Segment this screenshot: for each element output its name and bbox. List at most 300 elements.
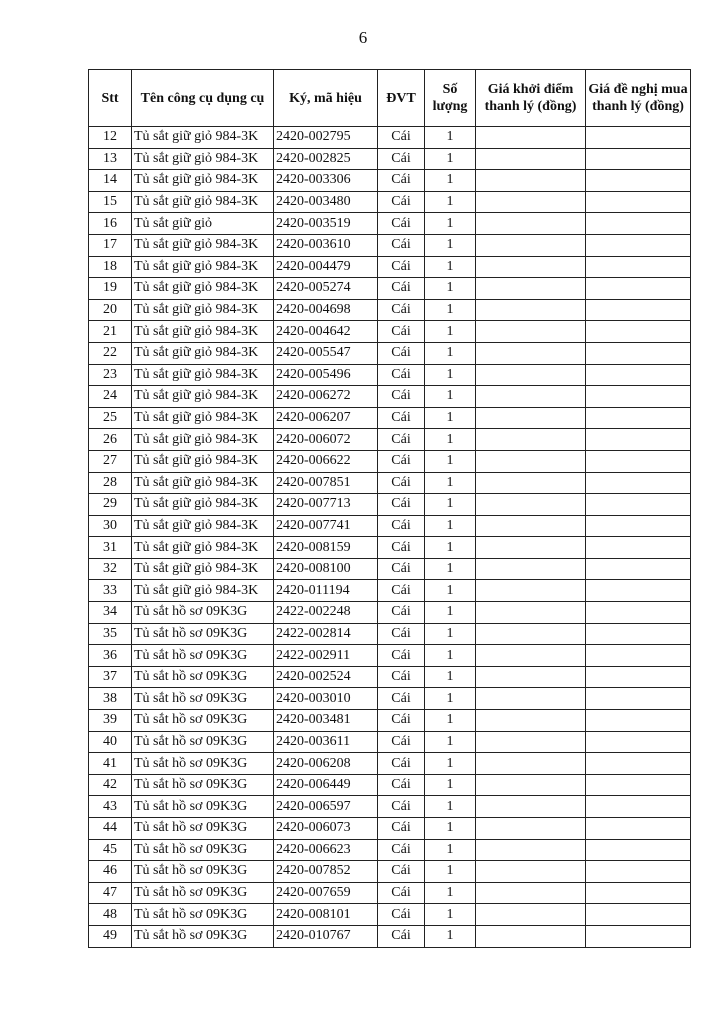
table-row <box>89 278 691 300</box>
table-row <box>89 148 691 170</box>
table-row <box>89 623 691 645</box>
cell-stt: 23 <box>89 364 132 386</box>
cell-qty: 1 <box>425 299 476 321</box>
cell-name: Tủ sắt giữ giỏ 984-3K <box>132 537 274 559</box>
cell-qty: 1 <box>425 278 476 300</box>
cell-start-price <box>476 321 586 343</box>
cell-stt: 26 <box>89 429 132 451</box>
cell-name: Tủ sắt giữ giỏ 984-3K <box>132 386 274 408</box>
cell-stt: 30 <box>89 515 132 537</box>
cell-stt: 46 <box>89 861 132 883</box>
cell-qty: 1 <box>425 450 476 472</box>
cell-stt: 41 <box>89 753 132 775</box>
cell-code: 2420-004479 <box>274 256 378 278</box>
cell-offer-price <box>586 256 691 278</box>
cell-stt: 24 <box>89 386 132 408</box>
cell-name: Tủ sắt giữ giỏ 984-3K <box>132 342 274 364</box>
cell-stt: 29 <box>89 494 132 516</box>
cell-stt: 12 <box>89 127 132 149</box>
cell-unit: Cái <box>378 688 425 710</box>
cell-stt: 20 <box>89 299 132 321</box>
cell-name: Tủ sắt giữ giỏ 984-3K <box>132 364 274 386</box>
cell-start-price <box>476 429 586 451</box>
table-row <box>89 494 691 516</box>
cell-start-price <box>476 925 586 947</box>
cell-name: Tủ sắt giữ giỏ 984-3K <box>132 234 274 256</box>
cell-stt: 19 <box>89 278 132 300</box>
cell-start-price <box>476 688 586 710</box>
table-row <box>89 386 691 408</box>
cell-start-price <box>476 299 586 321</box>
table-row <box>89 472 691 494</box>
table-row <box>89 666 691 688</box>
table-row <box>89 407 691 429</box>
cell-name: Tủ sắt giữ giỏ 984-3K <box>132 256 274 278</box>
cell-qty: 1 <box>425 234 476 256</box>
cell-unit: Cái <box>378 191 425 213</box>
cell-qty: 1 <box>425 774 476 796</box>
cell-stt: 47 <box>89 882 132 904</box>
cell-start-price <box>476 472 586 494</box>
cell-unit: Cái <box>378 731 425 753</box>
cell-name: Tủ sắt hồ sơ 09K3G <box>132 796 274 818</box>
cell-qty: 1 <box>425 515 476 537</box>
cell-qty: 1 <box>425 191 476 213</box>
cell-stt: 32 <box>89 558 132 580</box>
cell-unit: Cái <box>378 710 425 732</box>
cell-unit: Cái <box>378 580 425 602</box>
cell-unit: Cái <box>378 364 425 386</box>
cell-offer-price <box>586 904 691 926</box>
cell-offer-price <box>586 191 691 213</box>
table-row <box>89 191 691 213</box>
cell-code: 2420-005547 <box>274 342 378 364</box>
table-row <box>89 170 691 192</box>
cell-start-price <box>476 170 586 192</box>
cell-offer-price <box>586 710 691 732</box>
cell-offer-price <box>586 623 691 645</box>
cell-unit: Cái <box>378 925 425 947</box>
cell-code: 2420-004642 <box>274 321 378 343</box>
cell-unit: Cái <box>378 170 425 192</box>
cell-qty: 1 <box>425 796 476 818</box>
cell-name: Tủ sắt giữ giỏ 984-3K <box>132 278 274 300</box>
cell-name: Tủ sắt hồ sơ 09K3G <box>132 602 274 624</box>
cell-name: Tủ sắt hồ sơ 09K3G <box>132 731 274 753</box>
cell-name: Tủ sắt giữ giỏ 984-3K <box>132 127 274 149</box>
cell-stt: 21 <box>89 321 132 343</box>
cell-stt: 14 <box>89 170 132 192</box>
cell-code: 2420-010767 <box>274 925 378 947</box>
header-code: Ký, mã hiệu <box>274 70 378 127</box>
cell-offer-price <box>586 558 691 580</box>
cell-unit: Cái <box>378 666 425 688</box>
cell-start-price <box>476 623 586 645</box>
cell-name: Tủ sắt giữ giỏ 984-3K <box>132 321 274 343</box>
cell-qty: 1 <box>425 839 476 861</box>
cell-start-price <box>476 494 586 516</box>
cell-qty: 1 <box>425 666 476 688</box>
header-stt: Stt <box>89 70 132 127</box>
cell-qty: 1 <box>425 342 476 364</box>
cell-unit: Cái <box>378 148 425 170</box>
cell-code: 2420-008101 <box>274 904 378 926</box>
cell-qty: 1 <box>425 148 476 170</box>
cell-code: 2420-003481 <box>274 710 378 732</box>
cell-qty: 1 <box>425 170 476 192</box>
cell-offer-price <box>586 299 691 321</box>
cell-code: 2420-003480 <box>274 191 378 213</box>
cell-offer-price <box>586 602 691 624</box>
table-row <box>89 731 691 753</box>
table-row <box>89 127 691 149</box>
cell-offer-price <box>586 731 691 753</box>
cell-unit: Cái <box>378 796 425 818</box>
cell-unit: Cái <box>378 774 425 796</box>
cell-code: 2420-007713 <box>274 494 378 516</box>
cell-code: 2420-006272 <box>274 386 378 408</box>
cell-start-price <box>476 364 586 386</box>
table-row <box>89 429 691 451</box>
cell-unit: Cái <box>378 753 425 775</box>
cell-offer-price <box>586 580 691 602</box>
cell-start-price <box>476 882 586 904</box>
cell-name: Tủ sắt hồ sơ 09K3G <box>132 666 274 688</box>
cell-unit: Cái <box>378 645 425 667</box>
table-row <box>89 537 691 559</box>
cell-offer-price <box>586 148 691 170</box>
cell-start-price <box>476 710 586 732</box>
cell-offer-price <box>586 234 691 256</box>
cell-name: Tủ sắt hồ sơ 09K3G <box>132 623 274 645</box>
cell-name: Tủ sắt giữ giỏ 984-3K <box>132 170 274 192</box>
page-number: 6 <box>358 28 368 47</box>
table-row <box>89 364 691 386</box>
cell-name: Tủ sắt giữ giỏ 984-3K <box>132 494 274 516</box>
cell-qty: 1 <box>425 580 476 602</box>
cell-code: 2420-005274 <box>274 278 378 300</box>
cell-stt: 40 <box>89 731 132 753</box>
cell-stt: 34 <box>89 602 132 624</box>
table-row <box>89 515 691 537</box>
cell-stt: 44 <box>89 818 132 840</box>
cell-qty: 1 <box>425 407 476 429</box>
table-row <box>89 580 691 602</box>
cell-start-price <box>476 515 586 537</box>
cell-code: 2420-007741 <box>274 515 378 537</box>
cell-code: 2422-002814 <box>274 623 378 645</box>
cell-code: 2420-007852 <box>274 861 378 883</box>
cell-start-price <box>476 839 586 861</box>
cell-code: 2420-007851 <box>274 472 378 494</box>
cell-offer-price <box>586 494 691 516</box>
table-row <box>89 256 691 278</box>
table-row <box>89 450 691 472</box>
cell-code: 2420-006207 <box>274 407 378 429</box>
cell-name: Tủ sắt giữ giỏ 984-3K <box>132 407 274 429</box>
cell-start-price <box>476 666 586 688</box>
cell-qty: 1 <box>425 558 476 580</box>
cell-offer-price <box>586 861 691 883</box>
cell-start-price <box>476 234 586 256</box>
cell-code: 2420-006597 <box>274 796 378 818</box>
cell-code: 2420-011194 <box>274 580 378 602</box>
cell-name: Tủ sắt giữ giỏ 984-3K <box>132 148 274 170</box>
cell-stt: 48 <box>89 904 132 926</box>
cell-offer-price <box>586 839 691 861</box>
cell-start-price <box>476 731 586 753</box>
cell-name: Tủ sắt hồ sơ 09K3G <box>132 861 274 883</box>
cell-stt: 15 <box>89 191 132 213</box>
cell-name: Tủ sắt hồ sơ 09K3G <box>132 688 274 710</box>
cell-code: 2420-002825 <box>274 148 378 170</box>
cell-start-price <box>476 580 586 602</box>
cell-code: 2420-003306 <box>274 170 378 192</box>
table-row <box>89 299 691 321</box>
cell-qty: 1 <box>425 494 476 516</box>
table-row <box>89 839 691 861</box>
cell-qty: 1 <box>425 364 476 386</box>
cell-code: 2420-003519 <box>274 213 378 235</box>
cell-offer-price <box>586 925 691 947</box>
cell-name: Tủ sắt hồ sơ 09K3G <box>132 882 274 904</box>
cell-code: 2420-008159 <box>274 537 378 559</box>
cell-code: 2420-007659 <box>274 882 378 904</box>
cell-qty: 1 <box>425 537 476 559</box>
header-name: Tên công cụ dụng cụ <box>132 70 274 127</box>
cell-qty: 1 <box>425 925 476 947</box>
table-row <box>89 753 691 775</box>
cell-code: 2420-003610 <box>274 234 378 256</box>
cell-name: Tủ sắt hồ sơ 09K3G <box>132 904 274 926</box>
cell-start-price <box>476 450 586 472</box>
cell-stt: 39 <box>89 710 132 732</box>
cell-start-price <box>476 213 586 235</box>
cell-start-price <box>476 256 586 278</box>
cell-stt: 17 <box>89 234 132 256</box>
cell-start-price <box>476 537 586 559</box>
cell-qty: 1 <box>425 904 476 926</box>
cell-stt: 43 <box>89 796 132 818</box>
header-row <box>89 70 691 127</box>
cell-unit: Cái <box>378 515 425 537</box>
cell-offer-price <box>586 321 691 343</box>
cell-code: 2420-006208 <box>274 753 378 775</box>
cell-unit: Cái <box>378 127 425 149</box>
cell-name: Tủ sắt giữ giỏ 984-3K <box>132 429 274 451</box>
cell-start-price <box>476 407 586 429</box>
table-row <box>89 818 691 840</box>
cell-stt: 31 <box>89 537 132 559</box>
cell-unit: Cái <box>378 407 425 429</box>
cell-offer-price <box>586 537 691 559</box>
cell-qty: 1 <box>425 688 476 710</box>
cell-qty: 1 <box>425 753 476 775</box>
cell-offer-price <box>586 666 691 688</box>
cell-name: Tủ sắt giữ giỏ 984-3K <box>132 191 274 213</box>
table-row <box>89 861 691 883</box>
cell-qty: 1 <box>425 710 476 732</box>
cell-stt: 38 <box>89 688 132 710</box>
cell-unit: Cái <box>378 299 425 321</box>
table-row <box>89 904 691 926</box>
cell-unit: Cái <box>378 861 425 883</box>
cell-name: Tủ sắt giữ giỏ 984-3K <box>132 580 274 602</box>
cell-unit: Cái <box>378 342 425 364</box>
cell-qty: 1 <box>425 321 476 343</box>
cell-qty: 1 <box>425 645 476 667</box>
cell-qty: 1 <box>425 602 476 624</box>
cell-stt: 37 <box>89 666 132 688</box>
cell-offer-price <box>586 407 691 429</box>
cell-start-price <box>476 904 586 926</box>
cell-qty: 1 <box>425 731 476 753</box>
cell-name: Tủ sắt giữ giỏ <box>132 213 274 235</box>
inventory-table <box>88 69 691 948</box>
cell-code: 2420-006072 <box>274 429 378 451</box>
cell-unit: Cái <box>378 450 425 472</box>
cell-stt: 45 <box>89 839 132 861</box>
table-row <box>89 882 691 904</box>
cell-offer-price <box>586 818 691 840</box>
cell-start-price <box>476 191 586 213</box>
cell-offer-price <box>586 796 691 818</box>
cell-code: 2420-005496 <box>274 364 378 386</box>
table-row <box>89 688 691 710</box>
table-row <box>89 234 691 256</box>
cell-code: 2420-003010 <box>274 688 378 710</box>
cell-qty: 1 <box>425 386 476 408</box>
cell-qty: 1 <box>425 818 476 840</box>
header-unit: ĐVT <box>378 70 425 127</box>
cell-code: 2422-002248 <box>274 602 378 624</box>
cell-offer-price <box>586 882 691 904</box>
cell-start-price <box>476 774 586 796</box>
cell-name: Tủ sắt giữ giỏ 984-3K <box>132 472 274 494</box>
cell-name: Tủ sắt hồ sơ 09K3G <box>132 925 274 947</box>
cell-offer-price <box>586 278 691 300</box>
cell-stt: 16 <box>89 213 132 235</box>
cell-code: 2420-002795 <box>274 127 378 149</box>
table-row <box>89 321 691 343</box>
cell-offer-price <box>586 515 691 537</box>
cell-start-price <box>476 602 586 624</box>
table-row <box>89 774 691 796</box>
cell-code: 2420-006623 <box>274 839 378 861</box>
cell-qty: 1 <box>425 882 476 904</box>
table-row <box>89 213 691 235</box>
cell-unit: Cái <box>378 882 425 904</box>
cell-qty: 1 <box>425 861 476 883</box>
table-row <box>89 796 691 818</box>
cell-name: Tủ sắt hồ sơ 09K3G <box>132 839 274 861</box>
header-start-price: Giá khởi điểm thanh lý (đồng) <box>476 70 586 127</box>
cell-stt: 25 <box>89 407 132 429</box>
cell-start-price <box>476 127 586 149</box>
header-offer-price: Giá đề nghị mua thanh lý (đồng) <box>586 70 691 127</box>
table-row <box>89 645 691 667</box>
cell-unit: Cái <box>378 472 425 494</box>
cell-offer-price <box>586 450 691 472</box>
cell-unit: Cái <box>378 256 425 278</box>
cell-qty: 1 <box>425 127 476 149</box>
cell-start-price <box>476 558 586 580</box>
cell-offer-price <box>586 753 691 775</box>
cell-start-price <box>476 386 586 408</box>
cell-unit: Cái <box>378 234 425 256</box>
cell-qty: 1 <box>425 472 476 494</box>
cell-offer-price <box>586 342 691 364</box>
cell-stt: 36 <box>89 645 132 667</box>
cell-name: Tủ sắt giữ giỏ 984-3K <box>132 558 274 580</box>
cell-unit: Cái <box>378 558 425 580</box>
cell-unit: Cái <box>378 386 425 408</box>
table-row <box>89 558 691 580</box>
table-row <box>89 710 691 732</box>
cell-name: Tủ sắt hồ sơ 09K3G <box>132 753 274 775</box>
cell-offer-price <box>586 364 691 386</box>
cell-stt: 33 <box>89 580 132 602</box>
cell-qty: 1 <box>425 256 476 278</box>
cell-code: 2420-003611 <box>274 731 378 753</box>
cell-unit: Cái <box>378 494 425 516</box>
cell-stt: 28 <box>89 472 132 494</box>
cell-unit: Cái <box>378 213 425 235</box>
cell-start-price <box>476 818 586 840</box>
cell-name: Tủ sắt hồ sơ 09K3G <box>132 774 274 796</box>
cell-unit: Cái <box>378 904 425 926</box>
cell-start-price <box>476 796 586 818</box>
cell-qty: 1 <box>425 623 476 645</box>
table-row <box>89 342 691 364</box>
cell-name: Tủ sắt hồ sơ 09K3G <box>132 818 274 840</box>
cell-stt: 18 <box>89 256 132 278</box>
cell-unit: Cái <box>378 278 425 300</box>
cell-start-price <box>476 645 586 667</box>
cell-code: 2420-004698 <box>274 299 378 321</box>
cell-start-price <box>476 342 586 364</box>
cell-start-price <box>476 148 586 170</box>
cell-code: 2420-002524 <box>274 666 378 688</box>
cell-stt: 42 <box>89 774 132 796</box>
header-qty: Số lượng <box>425 70 476 127</box>
cell-unit: Cái <box>378 321 425 343</box>
cell-offer-price <box>586 472 691 494</box>
cell-offer-price <box>586 429 691 451</box>
cell-start-price <box>476 861 586 883</box>
cell-offer-price <box>586 386 691 408</box>
cell-name: Tủ sắt giữ giỏ 984-3K <box>132 515 274 537</box>
cell-code: 2420-006622 <box>274 450 378 472</box>
cell-qty: 1 <box>425 429 476 451</box>
cell-unit: Cái <box>378 818 425 840</box>
cell-start-price <box>476 753 586 775</box>
table-row <box>89 602 691 624</box>
cell-offer-price <box>586 688 691 710</box>
cell-unit: Cái <box>378 602 425 624</box>
cell-name: Tủ sắt giữ giỏ 984-3K <box>132 450 274 472</box>
cell-offer-price <box>586 645 691 667</box>
cell-code: 2420-008100 <box>274 558 378 580</box>
cell-unit: Cái <box>378 623 425 645</box>
cell-offer-price <box>586 213 691 235</box>
cell-offer-price <box>586 127 691 149</box>
cell-name: Tủ sắt giữ giỏ 984-3K <box>132 299 274 321</box>
table-header <box>89 70 691 127</box>
cell-stt: 49 <box>89 925 132 947</box>
cell-stt: 35 <box>89 623 132 645</box>
cell-offer-price <box>586 170 691 192</box>
